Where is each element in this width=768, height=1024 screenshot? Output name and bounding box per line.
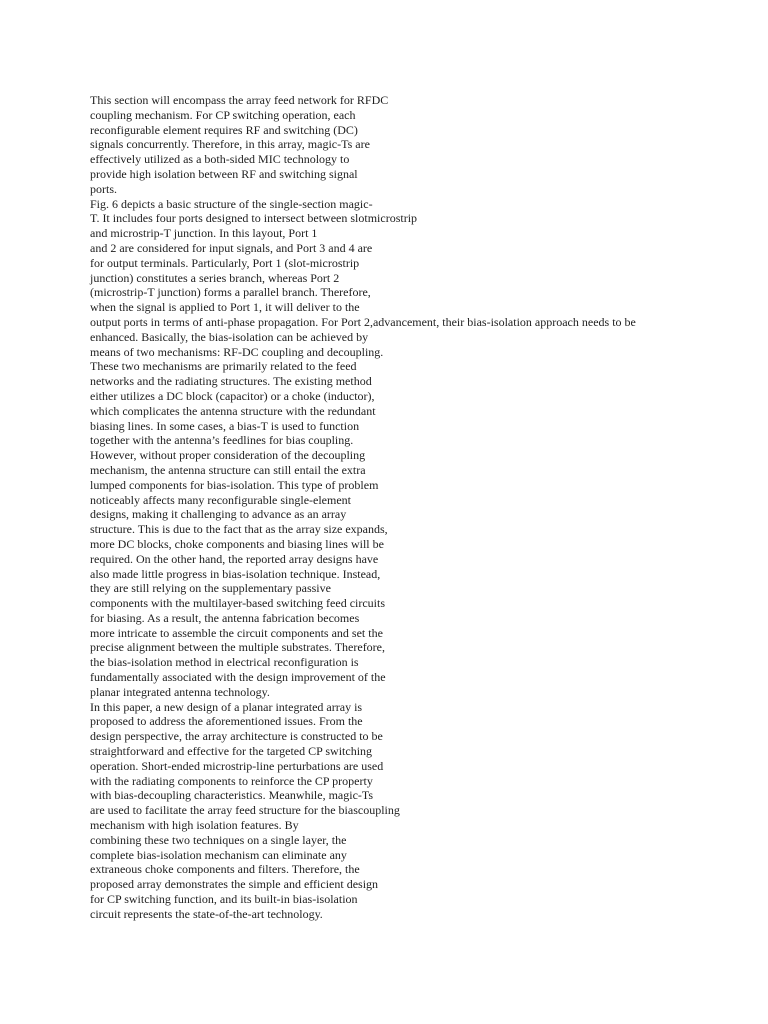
text-line: operation. Short-ended microstrip-line perturbations are used — [90, 758, 384, 773]
text-line: the bias-isolation method in electrical reconfiguration is — [90, 655, 359, 670]
text-line: which complicates the antenna structure with the redundant — [90, 403, 376, 418]
text-line: designs, making it challenging to advance as an array — [90, 507, 347, 522]
text-line: enhanced. Basically, the bias-isolation can be achieved by — [90, 329, 369, 344]
text-line: design perspective, the array architecture is constructed to be — [90, 729, 383, 744]
text-line: components with the multilayer-based switching feed circuits — [90, 596, 386, 611]
text-line: for output terminals. Particularly, Port 1 (slot-microstrip — [90, 255, 360, 270]
text-line: also made little progress in bias-isolation technique. Instead, — [90, 566, 381, 581]
text-line: networks and the radiating structures. The existing method — [90, 374, 372, 389]
text-line: In this paper, a new design of a planar integrated array is — [90, 699, 363, 714]
text-line: with the radiating components to reinforce the CP property — [90, 773, 373, 788]
text-line: either utilizes a DC block (capacitor) or a choke (inductor), — [90, 388, 375, 403]
text-line: when the signal is applied to Port 1, it will deliver to the — [90, 300, 360, 315]
text-line: effectively utilized as a both-sided MIC technology to — [90, 152, 350, 167]
text-line: complete bias-isolation mechanism can eliminate any — [90, 847, 347, 862]
text-line: reconfigurable element requires RF and switching (DC) — [90, 122, 358, 137]
text-line: with bias-decoupling characteristics. Meanwhile, magic-Ts — [90, 788, 374, 803]
text-line: These two mechanisms are primarily related to the feed — [90, 359, 357, 374]
text-line: T. It includes four ports designed to intersect between slotmicrostrip — [90, 211, 418, 226]
text-line: mechanism, the antenna structure can still entail the extra — [90, 462, 366, 477]
text-line: proposed array demonstrates the simple and efficient design — [90, 877, 379, 892]
text-line: junction) constitutes a series branch, whereas Port 2 — [90, 270, 340, 285]
text-line: together with the antenna’s feedlines for bias coupling. — [90, 433, 354, 448]
text-line: ports. — [90, 181, 117, 196]
text-line: biasing lines. In some cases, a bias-T is used to function — [90, 418, 360, 433]
text-line: coupling mechanism. For CP switching operation, each — [90, 107, 356, 122]
text-line: Fig. 6 depicts a basic structure of the single-section magic- — [90, 196, 373, 211]
text-line: (microstrip-T junction) forms a parallel branch. Therefore, — [90, 285, 371, 300]
text-line: However, without proper consideration of the decoupling — [90, 448, 366, 463]
text-line: circuit represents the state-of-the-art technology. — [90, 906, 323, 921]
text-line: proposed to address the aforementioned issues. From the — [90, 714, 363, 729]
text-line: and 2 are considered for input signals, and Port 3 and 4 are — [90, 240, 373, 255]
text-line: structure. This is due to the fact that as the array size expands, — [90, 522, 388, 537]
text-line: combining these two techniques on a single layer, the — [90, 832, 347, 847]
text-line: more intricate to assemble the circuit components and set the — [90, 625, 383, 640]
text-line: are used to facilitate the array feed structure for the biascoupling — [90, 803, 400, 818]
text-line: means of two mechanisms: RF-DC coupling and decoupling. — [90, 344, 384, 359]
text-line: provide high isolation between RF and switching signal — [90, 166, 358, 181]
text-line: they are still relying on the supplementary passive — [90, 581, 331, 596]
text-line: required. On the other hand, the reported array designs have — [90, 551, 379, 566]
text-line: precise alignment between the multiple substrates. Therefore, — [90, 640, 386, 655]
text-line: more DC blocks, choke components and biasing lines will be — [90, 536, 384, 551]
text-line: for CP switching function, and its built-in bias-isolation — [90, 892, 358, 907]
text-line: extraneous choke components and filters. Therefore, the — [90, 862, 360, 877]
text-line: signals concurrently. Therefore, in this array, magic-Ts are — [90, 137, 370, 152]
body-text — [90, 93, 760, 922]
text-line: planar integrated antenna technology. — [90, 684, 270, 699]
text-line: straightforward and effective for the targeted CP switching — [90, 744, 373, 759]
text-line: for biasing. As a result, the antenna fabrication becomes — [90, 610, 360, 625]
text-line: mechanism with high isolation features. By — [90, 818, 299, 833]
text-line: fundamentally associated with the design improvement of the — [90, 670, 386, 685]
text-line: noticeably affects many reconfigurable single-element — [90, 492, 351, 507]
text-line: lumped components for bias-isolation. This type of problem — [90, 477, 379, 492]
text-line: This section will encompass the array feed network for RFDC — [90, 93, 389, 107]
text-line: and microstrip-T junction. In this layout, Port 1 — [90, 226, 318, 241]
text-line: output ports in terms of anti-phase propagation. For Port 2,advancement, their bias-isolation approach needs to be — [90, 314, 636, 329]
